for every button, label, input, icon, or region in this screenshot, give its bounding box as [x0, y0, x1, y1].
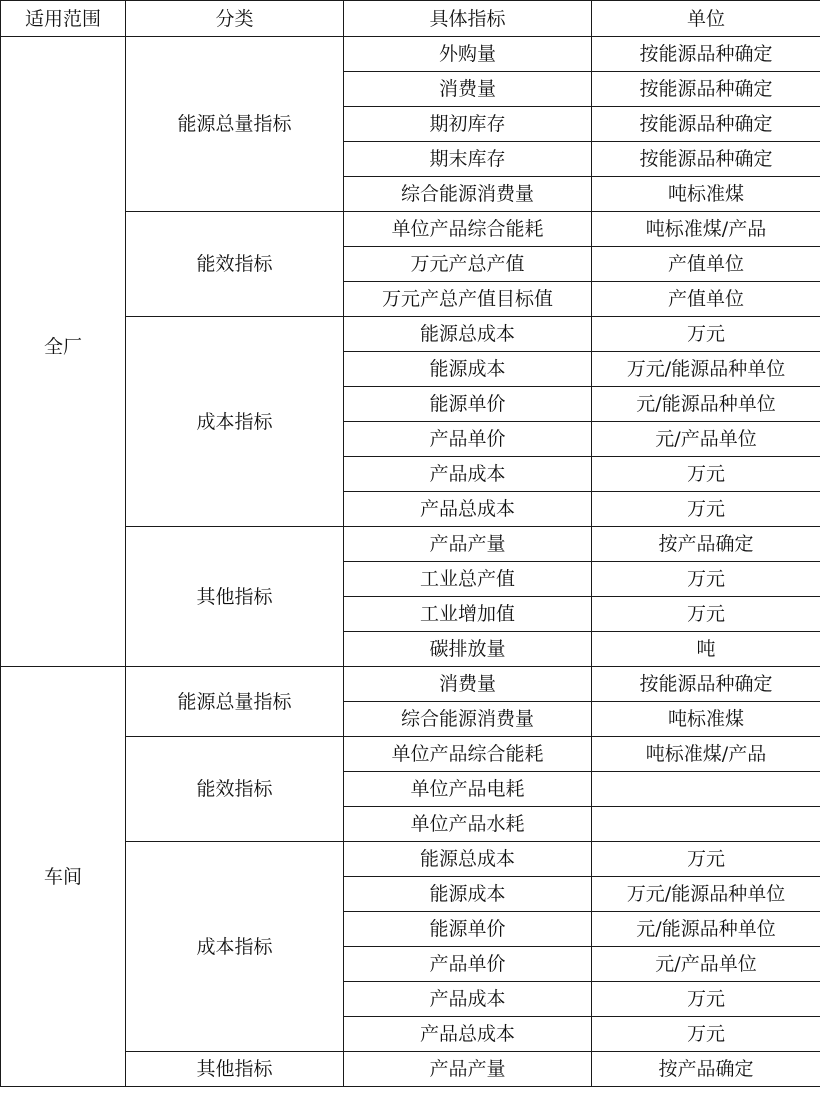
category-cell: 能源总量指标 — [126, 667, 344, 737]
indicator-cell: 消费量 — [344, 72, 592, 107]
unit-cell: 元/产品单位 — [592, 947, 820, 982]
indicator-cell: 碳排放量 — [344, 632, 592, 667]
scope-cell: 全厂 — [1, 37, 126, 667]
unit-cell: 产值单位 — [592, 282, 820, 317]
indicator-cell: 工业总产值 — [344, 562, 592, 597]
indicator-cell: 能源总成本 — [344, 317, 592, 352]
unit-cell: 万元 — [592, 1017, 820, 1052]
unit-cell: 元/能源品种单位 — [592, 912, 820, 947]
category-cell: 成本指标 — [126, 317, 344, 527]
header-category: 分类 — [126, 1, 344, 37]
unit-cell: 按能源品种确定 — [592, 142, 820, 177]
unit-cell: 元/产品单位 — [592, 422, 820, 457]
unit-cell — [592, 807, 820, 842]
unit-cell: 万元 — [592, 457, 820, 492]
indicator-cell: 产品成本 — [344, 982, 592, 1017]
unit-cell: 按能源品种确定 — [592, 107, 820, 142]
header-row — [1, 1, 820, 37]
indicator-cell: 能源总成本 — [344, 842, 592, 877]
unit-cell: 万元 — [592, 317, 820, 352]
unit-cell: 万元 — [592, 597, 820, 632]
unit-cell: 万元 — [592, 842, 820, 877]
category-cell: 能源总量指标 — [126, 37, 344, 212]
unit-cell — [592, 772, 820, 807]
scope-cell: 车间 — [1, 667, 126, 1087]
table-header — [1, 1, 820, 37]
indicator-cell: 期末库存 — [344, 142, 592, 177]
indicator-cell: 万元产总产值 — [344, 247, 592, 282]
unit-cell: 万元 — [592, 562, 820, 597]
header-indicator: 具体指标 — [344, 1, 592, 37]
indicator-cell: 消费量 — [344, 667, 592, 702]
unit-cell: 按能源品种确定 — [592, 37, 820, 72]
header-unit: 单位 — [592, 1, 820, 37]
indicator-cell: 能源成本 — [344, 877, 592, 912]
indicator-cell: 单位产品水耗 — [344, 807, 592, 842]
indicator-cell: 产品单价 — [344, 947, 592, 982]
table-row — [1, 37, 820, 72]
indicator-cell: 能源成本 — [344, 352, 592, 387]
category-cell: 其他指标 — [126, 1052, 344, 1087]
indicator-cell: 产品单价 — [344, 422, 592, 457]
category-cell: 能效指标 — [126, 212, 344, 317]
unit-cell: 按产品确定 — [592, 1052, 820, 1087]
unit-cell: 万元 — [592, 982, 820, 1017]
indicator-cell: 能源单价 — [344, 912, 592, 947]
unit-cell: 元/能源品种单位 — [592, 387, 820, 422]
indicator-cell: 产品总成本 — [344, 1017, 592, 1052]
table-body — [1, 37, 820, 1087]
indicator-cell: 万元产总产值目标值 — [344, 282, 592, 317]
unit-cell: 吨标准煤/产品 — [592, 212, 820, 247]
table-row — [1, 667, 820, 702]
category-cell: 能效指标 — [126, 737, 344, 842]
unit-cell: 万元/能源品种单位 — [592, 352, 820, 387]
indicator-cell: 产品产量 — [344, 527, 592, 562]
indicator-cell: 产品成本 — [344, 457, 592, 492]
unit-cell: 万元/能源品种单位 — [592, 877, 820, 912]
indicator-cell: 单位产品电耗 — [344, 772, 592, 807]
unit-cell: 按能源品种确定 — [592, 72, 820, 107]
indicator-cell: 产品总成本 — [344, 492, 592, 527]
unit-cell: 产值单位 — [592, 247, 820, 282]
indicator-cell: 单位产品综合能耗 — [344, 212, 592, 247]
indicator-cell: 期初库存 — [344, 107, 592, 142]
unit-cell: 吨标准煤 — [592, 177, 820, 212]
indicator-cell: 外购量 — [344, 37, 592, 72]
indicator-cell: 综合能源消费量 — [344, 177, 592, 212]
unit-cell: 按产品确定 — [592, 527, 820, 562]
indicator-cell: 能源单价 — [344, 387, 592, 422]
unit-cell: 万元 — [592, 492, 820, 527]
category-cell: 成本指标 — [126, 842, 344, 1052]
unit-cell: 按能源品种确定 — [592, 667, 820, 702]
indicator-cell: 综合能源消费量 — [344, 702, 592, 737]
header-scope: 适用范围 — [1, 1, 126, 37]
category-cell: 其他指标 — [126, 527, 344, 667]
unit-cell: 吨标准煤 — [592, 702, 820, 737]
indicator-cell: 产品产量 — [344, 1052, 592, 1087]
unit-cell: 吨 — [592, 632, 820, 667]
indicator-cell: 工业增加值 — [344, 597, 592, 632]
indicator-cell: 单位产品综合能耗 — [344, 737, 592, 772]
unit-cell: 吨标准煤/产品 — [592, 737, 820, 772]
